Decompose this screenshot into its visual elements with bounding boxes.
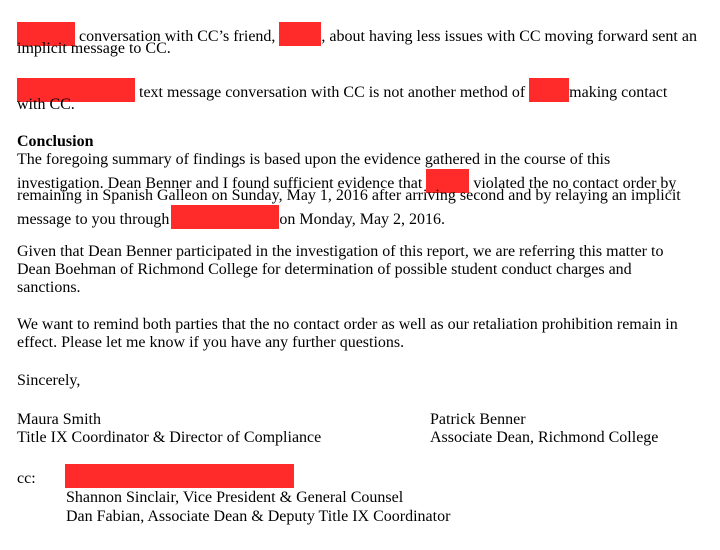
cc-label: cc:	[17, 470, 36, 487]
cc-recipient-1: Shannon Sinclair, Vice President & General Counsel	[66, 489, 404, 506]
cc-redaction-line	[65, 464, 294, 482]
redaction-box	[65, 464, 294, 488]
text-span: on Monday, May 2, 2016.	[279, 211, 446, 228]
redaction-box	[171, 205, 279, 229]
text-span: message to you through	[17, 211, 170, 228]
referral-line-1: Given that Dean Benner participated in the investigation of this report, we are referring this matter to	[17, 243, 664, 260]
paragraph-1-line-2: implicit message to CC.	[17, 40, 171, 57]
signatory-1-title: Title IX Coordinator & Director of Compliance	[17, 429, 322, 446]
text-span: , about having less issues with CC moving forward sent an	[321, 28, 697, 45]
reminder-line-1: We want to remind both parties that the no contact order as well as our retaliation prohibition remain in	[17, 316, 678, 333]
redaction-box	[279, 22, 321, 46]
signatory-1-name: Maura Smith	[17, 411, 101, 428]
text-span: conversation with CC’s friend,	[79, 28, 276, 45]
text-span: making contact	[569, 84, 668, 101]
signatory-2-name: Patrick Benner	[430, 411, 526, 428]
paragraph-2-line-2: with CC.	[17, 96, 75, 113]
redaction-box	[529, 78, 569, 102]
text-span: text message conversation with CC is not another method of	[139, 84, 526, 101]
paragraph-1-line-1	[17, 22, 697, 45]
conclusion-line-1: The foregoing summary of findings is based upon the evidence gathered in the course of this	[17, 151, 611, 168]
cc-recipient-2: Dan Fabian, Associate Dean & Deputy Title IX Coordinator	[66, 508, 451, 525]
referral-line-2: Dean Boehman of Richmond College for determination of possible student conduct charges and	[17, 261, 632, 278]
conclusion-heading: Conclusion	[17, 133, 94, 150]
text-span: investigation. Dean Benner and I found sufficient evidence that	[17, 175, 423, 192]
conclusion-line-4	[17, 205, 446, 228]
conclusion-line-2	[17, 169, 677, 192]
signatory-2-title: Associate Dean, Richmond College	[430, 429, 659, 446]
conclusion-line-3: remaining in Spanish Galleon on Sunday, May 1, 2016 after arriving second and by relaying an implicit	[17, 187, 681, 204]
closing: Sincerely,	[17, 372, 81, 389]
reminder-line-2: effect. Please let me know if you have any further questions.	[17, 334, 405, 351]
text-span: violated the no contact order by	[473, 175, 677, 192]
referral-line-3: sanctions.	[17, 279, 81, 296]
paragraph-2-line-1	[17, 78, 668, 101]
